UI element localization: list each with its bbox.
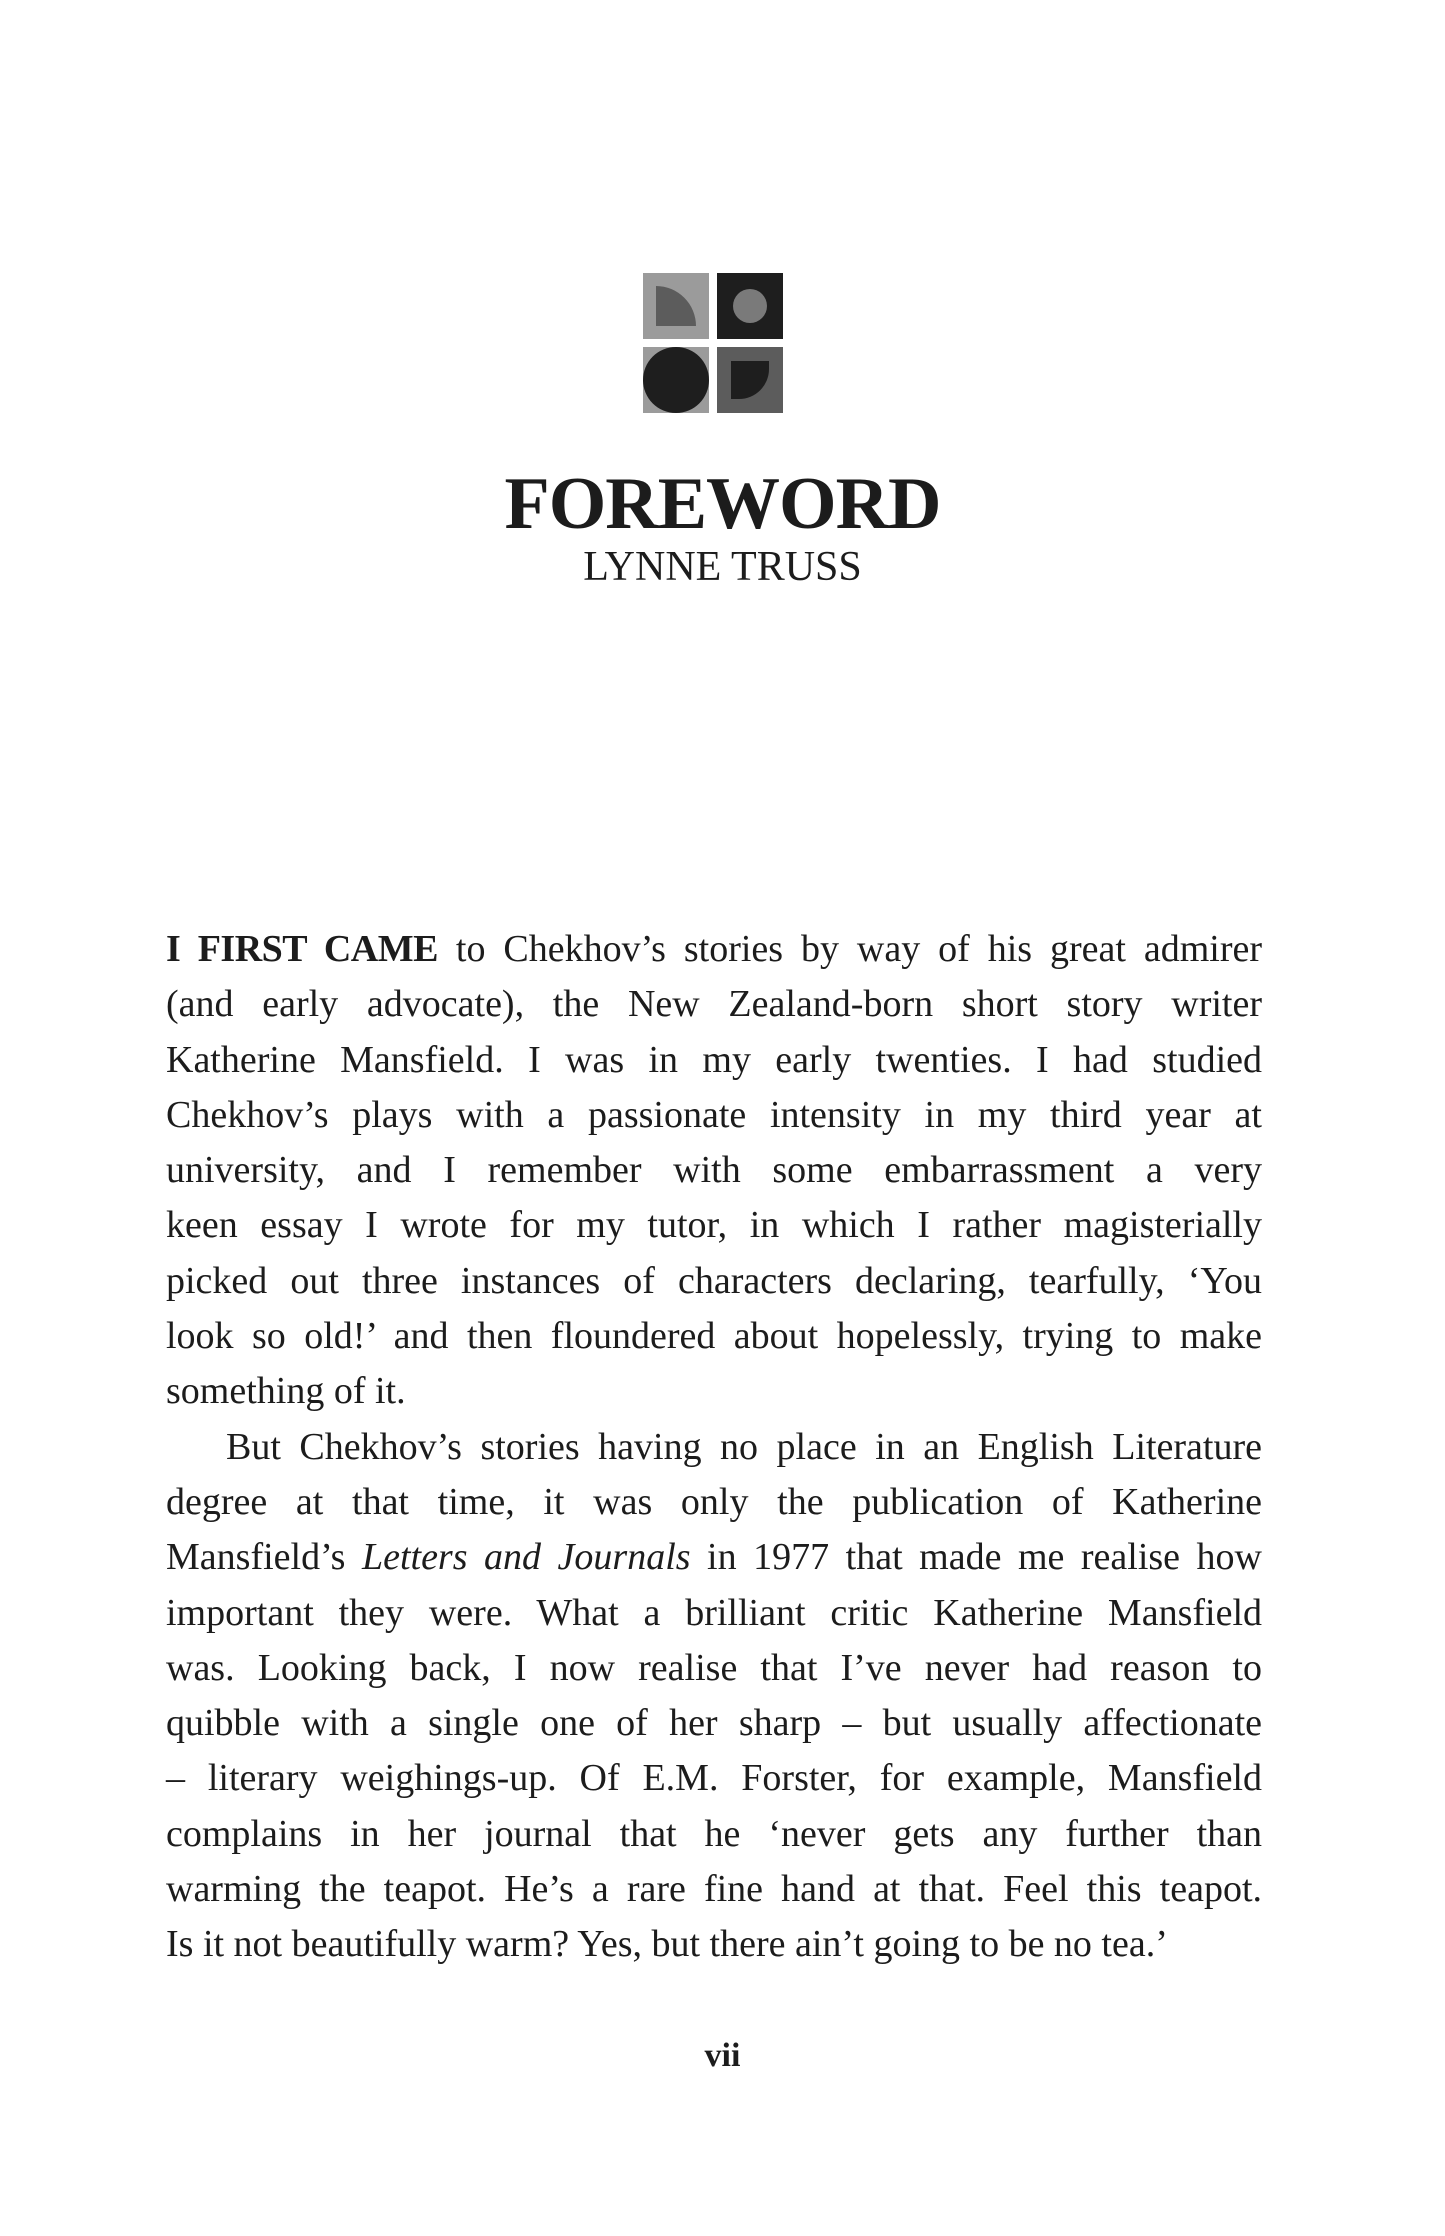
paragraph-1-line-5: university, and I remember with some embarrassment a very [166, 1149, 1262, 1192]
paragraph-2-line-4: important they were. What a brilliant critic Katherine Mansfield [166, 1591, 1262, 1634]
paragraph-2-line-7: – literary weighings-up. Of E.M. Forster, for example, Mansfield [166, 1757, 1262, 1800]
paragraph-2-line-10: Is it not beautifully warm? Yes, but there ain’t going to be no tea.’ [166, 1923, 1168, 1966]
paragraph-2-line-5: was. Looking back, I now realise that I’ve never had reason to [166, 1646, 1262, 1689]
paragraph-2-line-3: Mansfield’s Letters and Journals in 1977 that made me realise how [166, 1536, 1262, 1579]
paragraph-1-line-7: picked out three instances of characters declaring, tearfully, ‘You [166, 1259, 1262, 1302]
paragraph-1-line-4: Chekhov’s plays with a passionate intensity in my third year at [166, 1093, 1262, 1136]
book-title-italic: Letters and Journals [361, 1536, 691, 1579]
paragraph-2-line-2: degree at that time, it was only the publication of Katherine [166, 1480, 1262, 1523]
paragraph-1-line-2: (and early advocate), the New Zealand-born short story writer [166, 983, 1262, 1026]
paragraph-2-line-6: quibble with a single one of her sharp – but usually affectionate [166, 1702, 1262, 1745]
author-name: LYNNE TRUSS [583, 544, 862, 590]
paragraph-1-line-6: keen essay I wrote for my tutor, in which I rather magisterially [166, 1204, 1262, 1247]
ornament-icon [643, 273, 783, 413]
paragraph-1-line-9: something of it. [166, 1370, 406, 1413]
paragraph-2-line-9: warming the teapot. He’s a rare fine hand at that. Feel this teapot. [166, 1868, 1262, 1911]
paragraph-2-line-1: But Chekhov’s stories having no place in an English Literature [226, 1425, 1262, 1468]
body-text [166, 922, 1262, 1973]
ornament-circle-bottom-left [643, 347, 709, 413]
paragraph-2-line-8: complains in her journal that he ‘never gets any further than [166, 1812, 1262, 1855]
ornament-circle-top-right [733, 289, 767, 323]
paragraph-1-line-3: Katherine Mansfield. I was in my early twenties. I had studied [166, 1038, 1262, 1081]
paragraph-1-line-1: I FIRST CAME to Chekhov’s stories by way of his great admirer [166, 928, 1262, 970]
page-number: vii [704, 2037, 741, 2074]
paragraph-1-line-8: look so old!’ and then floundered about hopelessly, trying to make [166, 1315, 1262, 1358]
page-title: FOREWORD [504, 463, 941, 545]
lead-in-caps: I FIRST CAME [166, 928, 438, 970]
